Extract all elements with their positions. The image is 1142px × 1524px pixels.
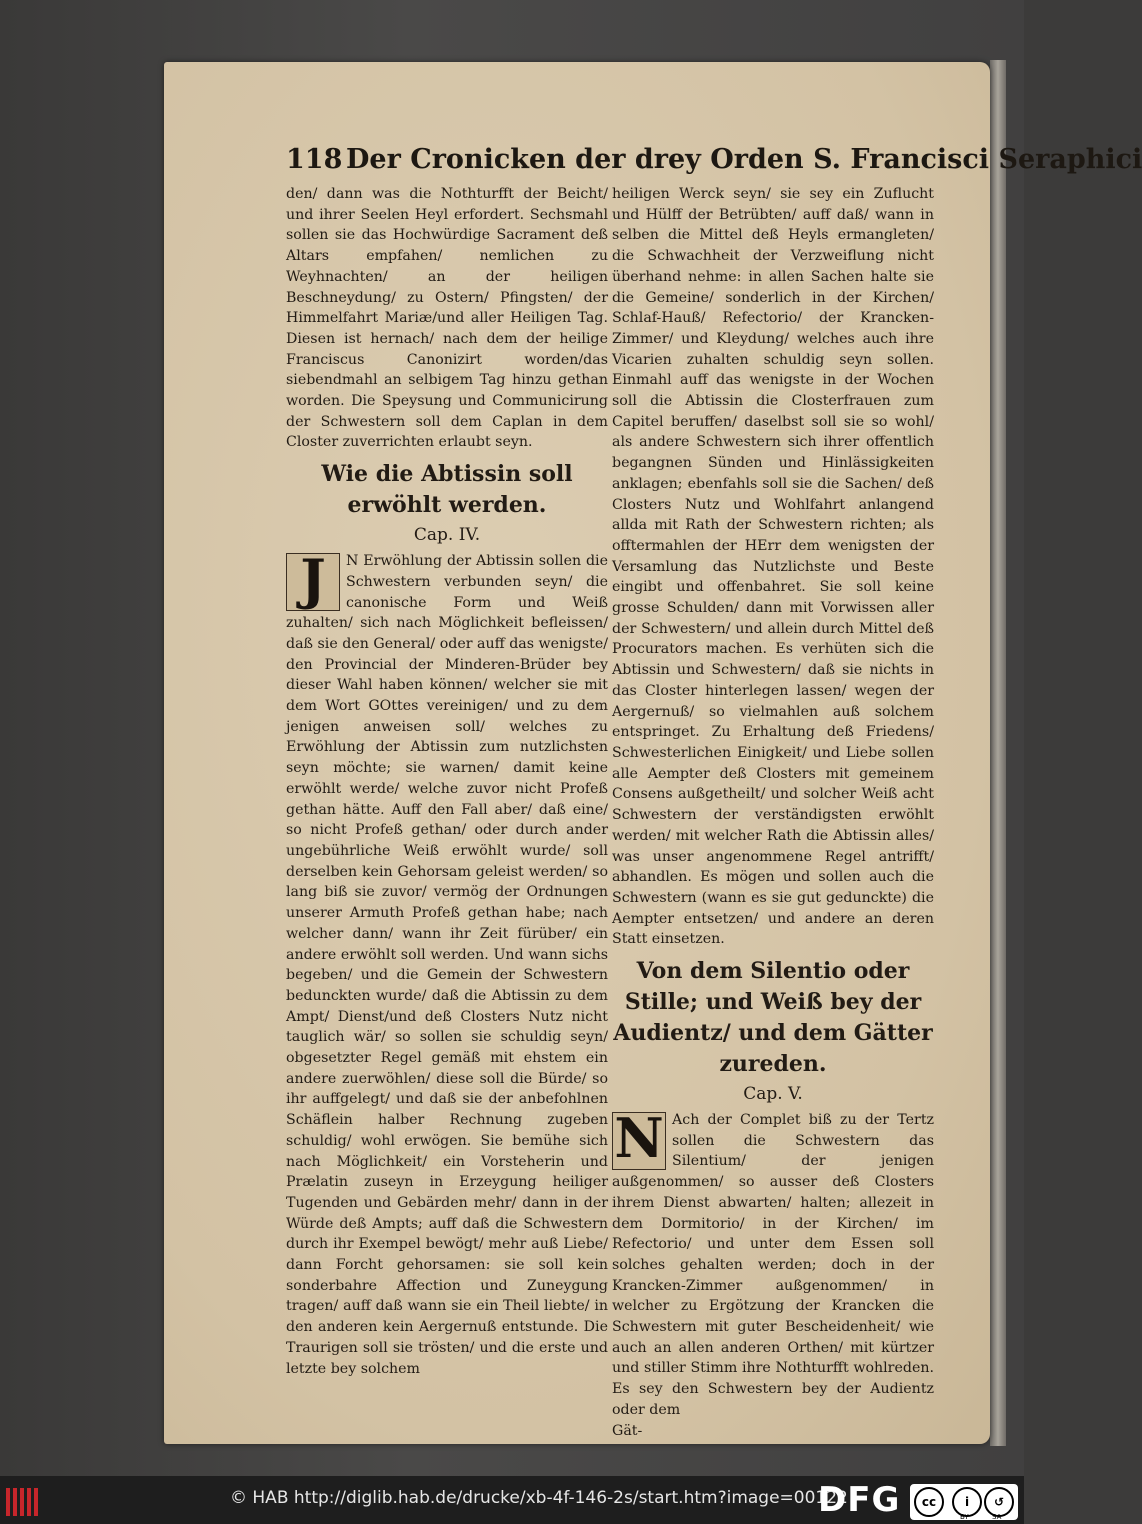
left-paragraph-2-text: N Erwöhlung der Abtissin sollen die Schwestern verbunden seyn/ die canonische Form und Weiß zuhalten/ sich nach Möglichkeit befleissen/ daß sie den General/ oder auff das wenigste/ den Provincial der Minderen-Brüder bey dieser Wahl haben können/ welcher sie mit dem Wort GOttes vereinigen/ und zu dem jenigen anweisen soll/ welches zu Erwöhlung der Abtissin zum nutzlichsten seyn möchte; sie warnen/ damit keine erwöhlt werde/ welche zuvor nicht Profeß gethan hätte. Auff den Fall aber/ daß eine/ so nicht Profeß gethan/ oder durch ander ungebührliche Weiß erwöhlt wurde/ soll derselben kein Gehorsam geleist werden/ so lang biß sie zuvor/ vermög der Ordnungen unserer Armuth Profeß gethan habe; nach welcher dann/ wann ihr Zeit fürüber/ ein andere erwöhlt soll werden. Und wann sichs begeben/ und die Gemein der Schwestern bedunckten wurde/ daß die Abtissin zu dem Ampt/ Dienst/und deß Closters Nutz nicht tauglich wär/ so sollen sie schuldig seyn/ obgesetzter Regel gemäß mit ehstem ein andere zuerwöhlen/ diese soll die Bürde/ so ihr auffgelegt/ und daß sie der anbefohlnen Schäflein halber Rechnung zugeben schuldig/ wohl erwögen. Sie bemühe sich nach Möglichkeit/ ein Vorsteherin und Prælatin zuseyn in Erzeygung heiliger Tugenden und Gebärden mehr/ dann in der Würde deß Ampts; auff daß die Schwestern durch ihr Exempel bewögt/ mehr auß Liebe/ dann Forcht gehorsamen: sie soll kein sonderbahre Affection und Zuneygung tragen/ auff daß wann sie ein Theil liebte/ in den anderen kein Aergernuß entstunde. Die Traurigen soll sie trösten/ und die erste und letzte bey solchem: [286, 553, 608, 1377]
left-paragraph-1: den/ dann was die Nothturfft der Beicht/ und ihrer Seelen Heyl erfordert. Sechsmahl sollen sie das Hochwürdige Sacrament deß Altars empfahen/ nemlichen zu Weyhnachten/ an der heiligen Beschneydung/ zu Ostern/ Pfingsten/ der Himmelfahrt Mariæ/und aller Heiligen Tag. Diesen ist hernach/ nach dem der heilige Franciscus Canonizirt worden/das siebendmahl an selbigem Tag hinzu gethan worden. Die Speysung und Communicirung der Schwestern soll dem Caplan in dem Closter zuverrichten erlaubt seyn.: [286, 186, 608, 451]
right-paragraph-2-text: Ach der Complet biß zu der Tertz sollen die Schwestern das Silentium/ der jenigen außgenommen/ so ausser deß Closters ihrem Dienst abwarten/ halten; allezeit in dem Dormitorio/ in der Kirchen/ im Refectorio/ und unter dem Essen soll solches gehalten werden; doch in der Krancken-Zimmer außgenommen/ in welcher zu Ergötzung der Krancken die Schwestern mit guter Bescheidenheit/ wie auch an allen anderen Orthen/ mit kürtzer und stiller Stimm ihre Nothturfft wohlreden. Es sey den Schwestern bey der Audientz oder dem: [612, 1112, 934, 1418]
right-column: [612, 184, 934, 1441]
left-paragraph-2: [286, 547, 608, 1379]
sa-icon: ↺: [984, 1487, 1014, 1517]
by-icon: i: [952, 1487, 982, 1517]
chapter-5-label: Cap. V.: [743, 1084, 803, 1105]
catchword: Gät-: [612, 1422, 643, 1439]
dropcap-initial: N: [612, 1112, 666, 1170]
left-column: [286, 184, 608, 1379]
hab-logo-bars-icon: [6, 1488, 46, 1516]
chapter-5-heading: Von dem Silentio oder Stille; und Weiß bey der Audientz/ und dem Gätter zureden.: [613, 958, 933, 1078]
page-header: [286, 142, 1142, 178]
running-title: Der Cronicken der drey Orden S. Francisci Seraphici: [346, 144, 1142, 175]
cc-sa-label: SA: [992, 1513, 1002, 1521]
book-page-edge: [990, 60, 1006, 1446]
right-paragraph-1: heiligen Werck seyn/ sie sey ein Zuflucht und Hülff der Betrübten/ auff daß/ wann in selben die Mittel deß Heyls ermangleten/ die Schwachheit der Verzweiflung nicht überhand nehme: in allen Sachen halte sie die Gemeine/ sonderlich in der Kirchen/ Schlaf-Hauß/ Refectorio/ der Krancken-Zimmer/ und Kleydung/ welches auch ihre Vicarien zuhalten schuldig seyn sollen. Einmahl auff das wenigste in der Wochen soll die Abtissin die Closterfrauen zum Capitel beruffen/ daselbst soll sie so wohl/ als andere Schwestern sich ihrer offentlich begangnen Sünden und Hinlässigkeiten anklagen; ebenfahls soll sie die Sachen/ deß Closters Nutz und Wohlfahrt anlangend allda mit Rath der Schwestern richten; als offtermahlen der HErr dem wenigsten der Versamlung das Nutzlichste und Beste eingibt und offenbahret. Sie soll keine grosse Schulden/ dann mit Vorwissen aller der Schwestern/ und allein durch Mittel deß Procurators machen. Es verhüten sich die Abtissin und Schwestern/ daß sie nichts in das Closter hinterlegen lassen/ wegen der Aergernuß/ so vielmahlen auß solchem entspringet. Zu Erhaltung deß Friedens/ Schwesterlichen Einigkeit/ und Liebe sollen alle Aempter deß Closters mit gemeinem Consens außgetheilt/ und solcher Weiß acht Schwestern der verständigsten erwöhlt werden/ mit welcher Rath die Abtissin alles/ was unser angenommene Regel antrifft/ abhandlen. Es mögen und sollen auch die Schwestern (wann es sie gut gedunckte) die Aempter entsetzen/ und andere an deren Statt einsetzen.: [612, 186, 934, 948]
cc-by-label: BY: [960, 1513, 969, 1521]
cc-icon: cc: [914, 1487, 944, 1517]
cc-license-badge[interactable]: [910, 1484, 1018, 1520]
page-number: 118: [286, 144, 343, 175]
chapter-4-label: Cap. IV.: [413, 525, 481, 546]
chapter-4-heading: Wie die Abtissin soll erwöhlt werden.: [321, 461, 573, 519]
right-paragraph-2: [612, 1106, 934, 1421]
copyright-link[interactable]: © HAB http://diglib.hab.de/drucke/xb-4f-146-2s/start.htm?image=00122: [230, 1488, 848, 1508]
dropcap-initial: J: [286, 553, 340, 611]
dfg-logo: DFG: [818, 1480, 901, 1520]
